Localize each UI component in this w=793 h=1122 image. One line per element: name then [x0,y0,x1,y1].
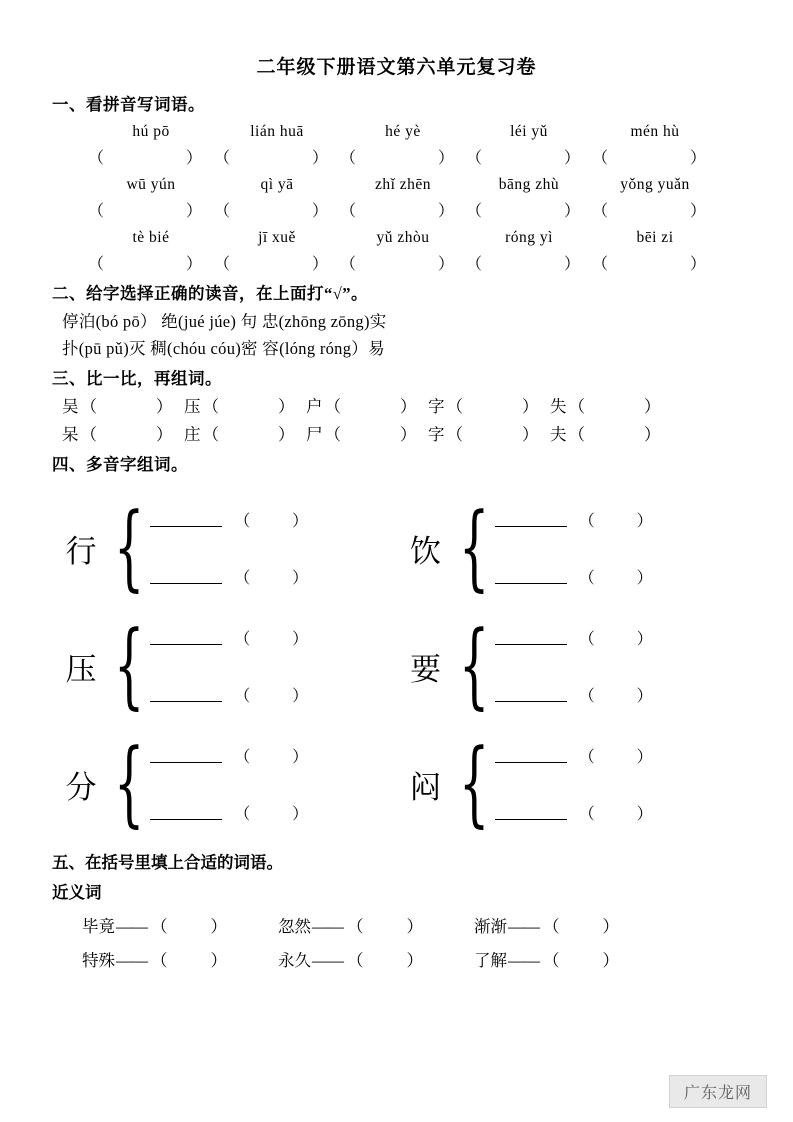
synonym-item[interactable] [278,913,474,937]
word-item[interactable] [62,393,184,417]
left-paren: （ [234,688,251,705]
duoyinzi-line[interactable] [495,565,653,588]
right-paren: ） [292,570,309,587]
right-paren: ） [689,256,706,273]
synonym-item[interactable] [474,913,670,937]
word-item[interactable] [184,393,306,417]
write-blank[interactable] [150,512,222,527]
right-paren: ） [185,203,202,220]
duoyinzi-lines [495,508,653,588]
answer-blank[interactable] [234,683,308,706]
left-paren: （ [234,513,251,530]
brace-icon: { [113,729,145,839]
word-item[interactable] [550,421,672,445]
duoyinzi-lines [495,744,653,824]
left-paren: （ [592,150,609,167]
duoyinzi-char: 饮 [410,533,441,569]
left-paren: （ [324,425,341,444]
char: 吴 [62,397,79,416]
right-paren: ） [292,749,309,766]
duoyinzi-line[interactable] [150,683,308,706]
right-paren: ） [563,256,580,273]
dash: —— [116,951,147,970]
answer-blank[interactable] [347,913,423,937]
duoyinzi-line[interactable] [495,508,653,531]
left-paren: （ [543,917,560,936]
duoyinzi-char: 行 [65,533,97,569]
right-paren: ） [437,256,454,273]
write-blank[interactable] [150,805,222,820]
brace-icon: { [113,611,145,721]
right-paren: ） [689,203,706,220]
left-paren: （ [88,203,105,220]
duoyinzi-grid [52,489,741,843]
left-paren: （ [88,150,105,167]
duoyinzi-line[interactable] [495,744,653,767]
left-paren: （ [151,951,168,970]
section-3-row-2 [52,421,741,445]
right-paren: ） [292,513,309,530]
duoyinzi-row [52,489,741,607]
word-item[interactable] [306,421,428,445]
right-paren: ） [311,256,328,273]
right-paren: ） [185,256,202,273]
write-blank[interactable] [150,687,222,702]
pinyin-cell: hú pō [132,123,170,140]
answer-blank[interactable] [466,198,592,221]
synonym-item[interactable] [82,947,278,971]
dash: —— [508,917,539,936]
synonym-item[interactable] [474,947,670,971]
pinyin-cell: bāng zhù [498,176,560,193]
brace-icon: { [458,729,489,839]
right-paren: ） [406,951,423,970]
left-paren: （ [466,150,483,167]
duoyinzi-group [397,729,742,839]
left-paren: （ [568,397,585,416]
answer-blank[interactable] [340,251,466,274]
char: 字 [428,397,445,416]
brace-icon: { [458,493,489,603]
section-2-line-1[interactable]: 停泊(bó pō） 绝(jué júe) 句 忠(zhōng zōng)实 [62,312,387,331]
duoyinzi-group [52,493,397,603]
synonym-row-1 [52,913,741,937]
answer-blank[interactable] [592,145,718,168]
pinyin-row-3 [52,229,741,247]
answer-blank[interactable] [234,626,308,649]
right-paren: ） [563,203,580,220]
section-1-heading: 一、看拼音写词语。 [52,95,205,114]
right-paren: ） [210,917,227,936]
section-5-heading: 五、在括号里填上合适的词语。 [52,853,283,872]
pinyin-cell: zhǐ zhēn [374,176,432,193]
synonym-row-2 [52,947,741,971]
word-item[interactable] [62,421,184,445]
answer-blank[interactable] [234,508,308,531]
dash: —— [312,917,343,936]
char: 字 [428,425,445,444]
duoyinzi-lines [150,744,308,824]
left-paren: （ [80,397,97,416]
write-blank[interactable] [495,805,567,820]
pinyin-cell: hé yè [385,123,421,140]
char: 户 [306,397,323,416]
synonym-word: 了解 [474,951,507,970]
write-blank[interactable] [495,687,567,702]
answer-blank[interactable] [579,565,653,588]
word-item[interactable] [428,393,550,417]
answer-paren-row-3 [52,251,741,274]
dash: —— [116,917,147,936]
char: 尸 [306,425,323,444]
left-paren: （ [234,806,251,823]
pinyin-cell: qì yā [260,176,294,193]
duoyinzi-line[interactable] [150,565,308,588]
write-blank[interactable] [150,569,222,584]
right-paren: ） [400,425,417,444]
dash: —— [508,951,539,970]
write-blank[interactable] [495,512,567,527]
answer-blank[interactable] [543,913,619,937]
right-paren: ） [210,951,227,970]
answer-blank[interactable] [592,251,718,274]
left-paren: （ [568,425,585,444]
answer-blank[interactable] [340,145,466,168]
synonym-word: 渐渐 [474,917,507,936]
char: 呆 [62,425,79,444]
pinyin-cell: wū yún [126,176,176,193]
right-paren: ） [644,425,661,444]
pinyin-cell: róng yì [505,229,553,246]
pinyin-cell: lián huā [250,123,304,140]
duoyinzi-line[interactable] [495,801,653,824]
synonym-word: 特殊 [82,951,115,970]
answer-blank[interactable] [234,565,308,588]
duoyinzi-line[interactable] [150,744,308,767]
duoyinzi-group [397,611,742,721]
left-paren: （ [578,513,595,530]
word-item[interactable] [428,421,550,445]
answer-blank[interactable] [81,421,173,445]
duoyinzi-row [52,607,741,725]
answer-blank[interactable] [340,198,466,221]
section-3-heading: 三、比一比，再组词。 [52,369,222,388]
section-2-heading: 二、给字选择正确的读音，在上面打“√”。 [52,284,369,303]
left-paren: （ [592,203,609,220]
pinyin-row-1 [52,123,741,141]
right-paren: ） [292,631,309,648]
duoyinzi-char: 分 [65,769,97,805]
right-paren: ） [278,425,295,444]
right-paren: ） [311,150,328,167]
answer-blank[interactable] [466,145,592,168]
duoyinzi-group [397,493,742,603]
left-paren: （ [202,425,219,444]
section-2-line-2[interactable]: 扑(pū pǔ)灭 稠(chóu cóu)密 容(lóng róng）易 [62,339,385,358]
left-paren: （ [340,256,357,273]
pinyin-cell: jī xuě [258,229,296,246]
right-paren: ） [437,203,454,220]
answer-blank[interactable] [466,251,592,274]
duoyinzi-char: 压 [65,651,97,687]
duoyinzi-lines [150,508,308,588]
duoyinzi-line[interactable] [495,626,653,649]
left-paren: （ [324,397,341,416]
answer-blank[interactable] [151,913,227,937]
answer-blank[interactable] [579,801,653,824]
word-item[interactable] [550,393,672,417]
left-paren: （ [446,425,463,444]
char: 夫 [550,425,567,444]
answer-blank[interactable] [347,947,423,971]
left-paren: （ [88,256,105,273]
watermark: 广东龙网 [669,1075,767,1108]
answer-blank[interactable] [88,251,214,274]
duoyinzi-line[interactable] [150,626,308,649]
word-item[interactable] [306,393,428,417]
left-paren: （ [214,256,231,273]
answer-blank[interactable] [234,801,308,824]
pinyin-cell: tè bié [132,229,170,246]
synonym-word: 毕竟 [82,917,115,936]
right-paren: ） [636,570,653,587]
answer-blank[interactable] [579,744,653,767]
answer-blank[interactable] [447,393,539,417]
right-paren: ） [278,397,295,416]
left-paren: （ [234,749,251,766]
synonym-word: 永久 [278,951,311,970]
right-paren: ） [636,688,653,705]
brace-icon: { [113,493,145,603]
pinyin-cell: léi yǔ [510,123,548,140]
pinyin-cell: yǒng yuǎn [620,176,690,193]
synonym-word: 忽然 [278,917,311,936]
section-3-row-1 [52,393,741,417]
answer-blank[interactable] [579,683,653,706]
dash: —— [312,951,343,970]
char: 失 [550,397,567,416]
duoyinzi-group [52,729,397,839]
left-paren: （ [202,397,219,416]
pinyin-row-2 [52,176,741,194]
left-paren: （ [340,203,357,220]
pinyin-cell: yǔ zhòu [376,229,430,246]
duoyinzi-lines [150,626,308,706]
left-paren: （ [578,688,595,705]
right-paren: ） [602,917,619,936]
left-paren: （ [80,425,97,444]
answer-blank[interactable] [214,145,340,168]
write-blank[interactable] [495,630,567,645]
left-paren: （ [347,951,364,970]
right-paren: ） [563,150,580,167]
left-paren: （ [347,917,364,936]
right-paren: ） [400,397,417,416]
answer-blank[interactable] [203,421,295,445]
left-paren: （ [214,150,231,167]
pinyin-cell: mén hù [630,123,680,140]
duoyinzi-row [52,725,741,843]
right-paren: ） [292,806,309,823]
left-paren: （ [578,570,595,587]
right-paren: ） [311,203,328,220]
right-paren: ） [636,631,653,648]
duoyinzi-group [52,611,397,721]
synonym-item[interactable] [82,913,278,937]
left-paren: （ [578,631,595,648]
answer-blank[interactable] [203,393,295,417]
pinyin-cell: bēi zi [636,229,674,246]
write-blank[interactable] [495,748,567,763]
right-paren: ） [292,688,309,705]
answer-blank[interactable] [447,421,539,445]
left-paren: （ [578,749,595,766]
answer-blank[interactable] [592,198,718,221]
right-paren: ） [437,150,454,167]
left-paren: （ [578,806,595,823]
right-paren: ） [636,806,653,823]
answer-paren-row-1 [52,145,741,168]
left-paren: （ [214,203,231,220]
duoyinzi-char: 闷 [410,769,441,805]
right-paren: ） [406,917,423,936]
left-paren: （ [151,917,168,936]
right-paren: ） [522,397,539,416]
right-paren: ） [156,397,173,416]
answer-blank[interactable] [325,421,417,445]
left-paren: （ [234,570,251,587]
right-paren: ） [185,150,202,167]
char: 庄 [184,425,201,444]
answer-blank[interactable] [543,947,619,971]
right-paren: ） [156,425,173,444]
synonym-item[interactable] [278,947,474,971]
left-paren: （ [466,256,483,273]
duoyinzi-line[interactable] [495,683,653,706]
answer-blank[interactable] [81,393,173,417]
page-title: 二年级下册语文第六单元复习卷 [256,57,537,78]
answer-blank[interactable] [214,251,340,274]
left-paren: （ [592,256,609,273]
left-paren: （ [234,631,251,648]
duoyinzi-line[interactable] [150,508,308,531]
right-paren: ） [602,951,619,970]
duoyinzi-line[interactable] [150,801,308,824]
right-paren: ） [644,397,661,416]
duoyinzi-lines [495,626,653,706]
answer-blank[interactable] [569,421,661,445]
left-paren: （ [446,397,463,416]
write-blank[interactable] [495,569,567,584]
right-paren: ） [689,150,706,167]
answer-blank[interactable] [88,198,214,221]
answer-blank[interactable] [214,198,340,221]
answer-blank[interactable] [579,508,653,531]
brace-icon: { [458,611,489,721]
duoyinzi-char: 要 [410,651,441,687]
right-paren: ） [636,749,653,766]
answer-paren-row-2 [52,198,741,221]
left-paren: （ [466,203,483,220]
answer-blank[interactable] [579,626,653,649]
answer-blank[interactable] [151,947,227,971]
answer-blank[interactable] [325,393,417,417]
answer-blank[interactable] [569,393,661,417]
answer-blank[interactable] [88,145,214,168]
answer-blank[interactable] [234,744,308,767]
char: 压 [184,397,201,416]
left-paren: （ [543,951,560,970]
section-5-sublabel: 近义词 [52,883,102,902]
word-item[interactable] [184,421,306,445]
left-paren: （ [340,150,357,167]
write-blank[interactable] [150,630,222,645]
right-paren: ） [522,425,539,444]
write-blank[interactable] [150,748,222,763]
section-4-heading: 四、多音字组词。 [52,455,188,474]
right-paren: ） [636,513,653,530]
